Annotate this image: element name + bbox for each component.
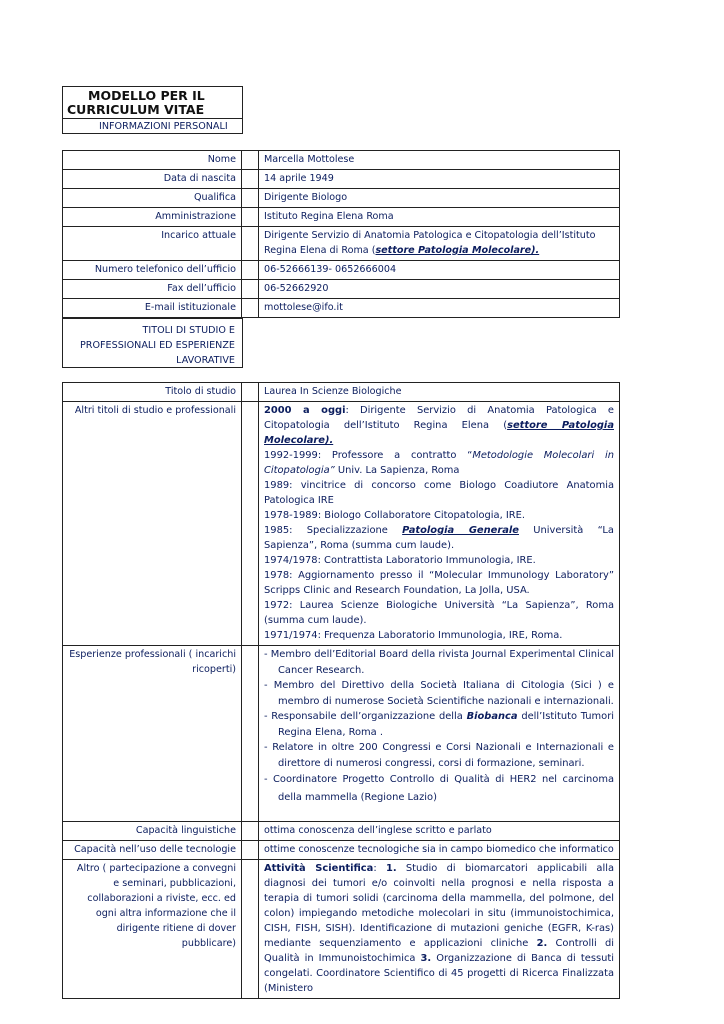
list-item: 1978: Aggiornamento presso il “Molecular Immunology Laboratory” Scripps Clinic and Research Foundation, La Jolla, USA. [264, 570, 614, 596]
education-table [62, 382, 620, 999]
value-nome: Marcella Mottolese [259, 151, 620, 170]
row-qualifica [63, 189, 620, 208]
value-incarico-text: Dirigente Servizio di Anatomia Patologica e Citopatologia dell’Istituto Regina Elena di Roma ( [264, 230, 596, 256]
value-lingue: ottima conoscenza dell’inglese scritto e parlato [259, 822, 620, 841]
value-altro: Attività Scientifica: 1. Studio di biomarcatori applicabili alla diagnosi dei tumori e/o coinvolti nella prognosi e nella risposta a terapia di tumori solidi (carcinoma della mammella, del polmone, del colon) impiegando metodiche molecolari in situ (immunoistochimica, CISH, FISH, SISH). Identificazione di mutazioni geniche (EGFR, K-ras) mediante sequenziamento e applicazioni cliniche 2. Controlli di Qualità in Immunoistochimica 3. Organizzazione di Banca di tessuti congelati. Coordinatore Scientifico di 45 progetti di Ricerca Finalizzata (Ministero [259, 860, 620, 999]
label-amministrazione: Amministrazione [63, 208, 242, 227]
title-line-2: CURRICULUM VITAE [67, 102, 205, 117]
row-data-nascita [63, 170, 620, 189]
label-email: E-mail istituzionale [63, 299, 242, 318]
label-esperienze: Esperienze professionali ( incarichi ricoperti) [63, 646, 242, 822]
row-amministrazione [63, 208, 620, 227]
altro-heading: Attività Scientifica [264, 863, 374, 874]
value-fax: 06-52662920 [259, 280, 620, 299]
email-link[interactable]: mottolese@ifo.it [264, 302, 343, 313]
list-item: 1974/1978: Contrattista Laboratorio Immunologia, IRE. [264, 555, 536, 566]
title-line-1: MODELLO PER IL [88, 88, 205, 103]
label-data-nascita: Data di nascita [63, 170, 242, 189]
row-altri-titoli [63, 402, 620, 646]
section-education-heading: TITOLI DI STUDIO E PROFESSIONALI ED ESPERIENZE LAVORATIVE [80, 325, 235, 366]
list-item: - Coordinatore Progetto Controllo di Qualità di HER2 nel carcinoma della mammella (Regione Lazio) [264, 774, 614, 803]
list-item: 2000 a oggi: Dirigente Servizio di Anatomia Patologica e Citopatologia dell’Istituto Regina Elena (settore Patologia Molecolare). [264, 405, 614, 446]
label-qualifica: Qualifica [63, 189, 242, 208]
row-telefono [63, 261, 620, 280]
value-incarico-em: settore Patologia Molecolare). [375, 245, 540, 256]
row-nome [63, 151, 620, 170]
list-item: 1978-1989: Biologo Collaboratore Citopatologia, IRE. [264, 510, 526, 521]
cv-title-box [62, 86, 243, 134]
label-fax: Fax dell’ufficio [63, 280, 242, 299]
row-incarico [63, 227, 620, 261]
label-telefono: Numero telefonico dell’ufficio [63, 261, 242, 280]
row-email [63, 299, 620, 318]
subtitle-row [63, 118, 242, 135]
label-titolo: Titolo di studio [63, 383, 242, 402]
row-lingue [63, 822, 620, 841]
value-esperienze [259, 646, 620, 822]
list-item: 1985: Specializzazione Patologia Generale Università “La Sapienza”, Roma (summa cum laude). [264, 525, 614, 551]
cv-title [67, 89, 205, 117]
row-titolo [63, 383, 620, 402]
list-item: - Relatore in oltre 200 Congressi e Corsi Nazionali e Internazionali e direttore di numerosi congressi, corsi di formazione, seminari. [264, 742, 614, 769]
row-esperienze [63, 646, 620, 822]
label-tecnologie: Capacità nell’uso delle tecnologie [63, 841, 242, 860]
label-altro: Altro ( partecipazione a convegni e seminari, pubblicazioni, collaborazioni a riviste, ecc. ed ogni altra informazione che il dirigente ritiene di dover pubblicare) [63, 860, 242, 999]
list-item: 1992-1999: Professore a contratto “Metodologie Molecolari in Citopatologia” Univ. La Sapienza, Roma [264, 450, 614, 476]
row-tecnologie [63, 841, 620, 860]
value-qualifica: Dirigente Biologo [259, 189, 620, 208]
row-fax [63, 280, 620, 299]
label-incarico: Incarico attuale [63, 227, 242, 261]
value-email[interactable] [259, 299, 620, 318]
list-item: - Membro dell’Editorial Board della rivista Journal Experimental Clinical Cancer Research. [264, 649, 614, 676]
list-item: 1989: vincitrice di concorso come Biologo Coadiutore Anatomia Patologica IRE [264, 480, 614, 506]
value-incarico [259, 227, 620, 261]
section-personal-info-heading: INFORMAZIONI PERSONALI [99, 121, 228, 132]
section-education-box [62, 318, 243, 368]
row-altro [63, 860, 620, 999]
value-data-nascita: 14 aprile 1949 [259, 170, 620, 189]
list-item: - Responsabile dell’organizzazione della Biobanca dell’Istituto Tumori Regina Elena, Roma . [264, 711, 614, 738]
label-altri-titoli: Altri titoli di studio e professionali [63, 402, 242, 646]
value-amministrazione: Istituto Regina Elena Roma [259, 208, 620, 227]
value-titolo: Laurea In Scienze Biologiche [259, 383, 620, 402]
list-item: 1972: Laurea Scienze Biologiche Università “La Sapienza”, Roma (summa cum laude). [264, 600, 614, 626]
value-altri-titoli [259, 402, 620, 646]
label-nome: Nome [63, 151, 242, 170]
list-item: - Membro del Direttivo della Società Italiana di Citologia (Sici ) e membro di numerose Società Scientifiche nazionali e internazionali. [264, 680, 614, 707]
personal-info-table [62, 150, 620, 318]
value-telefono: 06-52666139- 0652666004 [259, 261, 620, 280]
list-item: 1971/1974: Frequenza Laboratorio Immunologia, IRE, Roma. [264, 630, 563, 641]
label-lingue: Capacità linguistiche [63, 822, 242, 841]
value-tecnologie: ottime conoscenze tecnologiche sia in campo biomedico che informatico [259, 841, 620, 860]
